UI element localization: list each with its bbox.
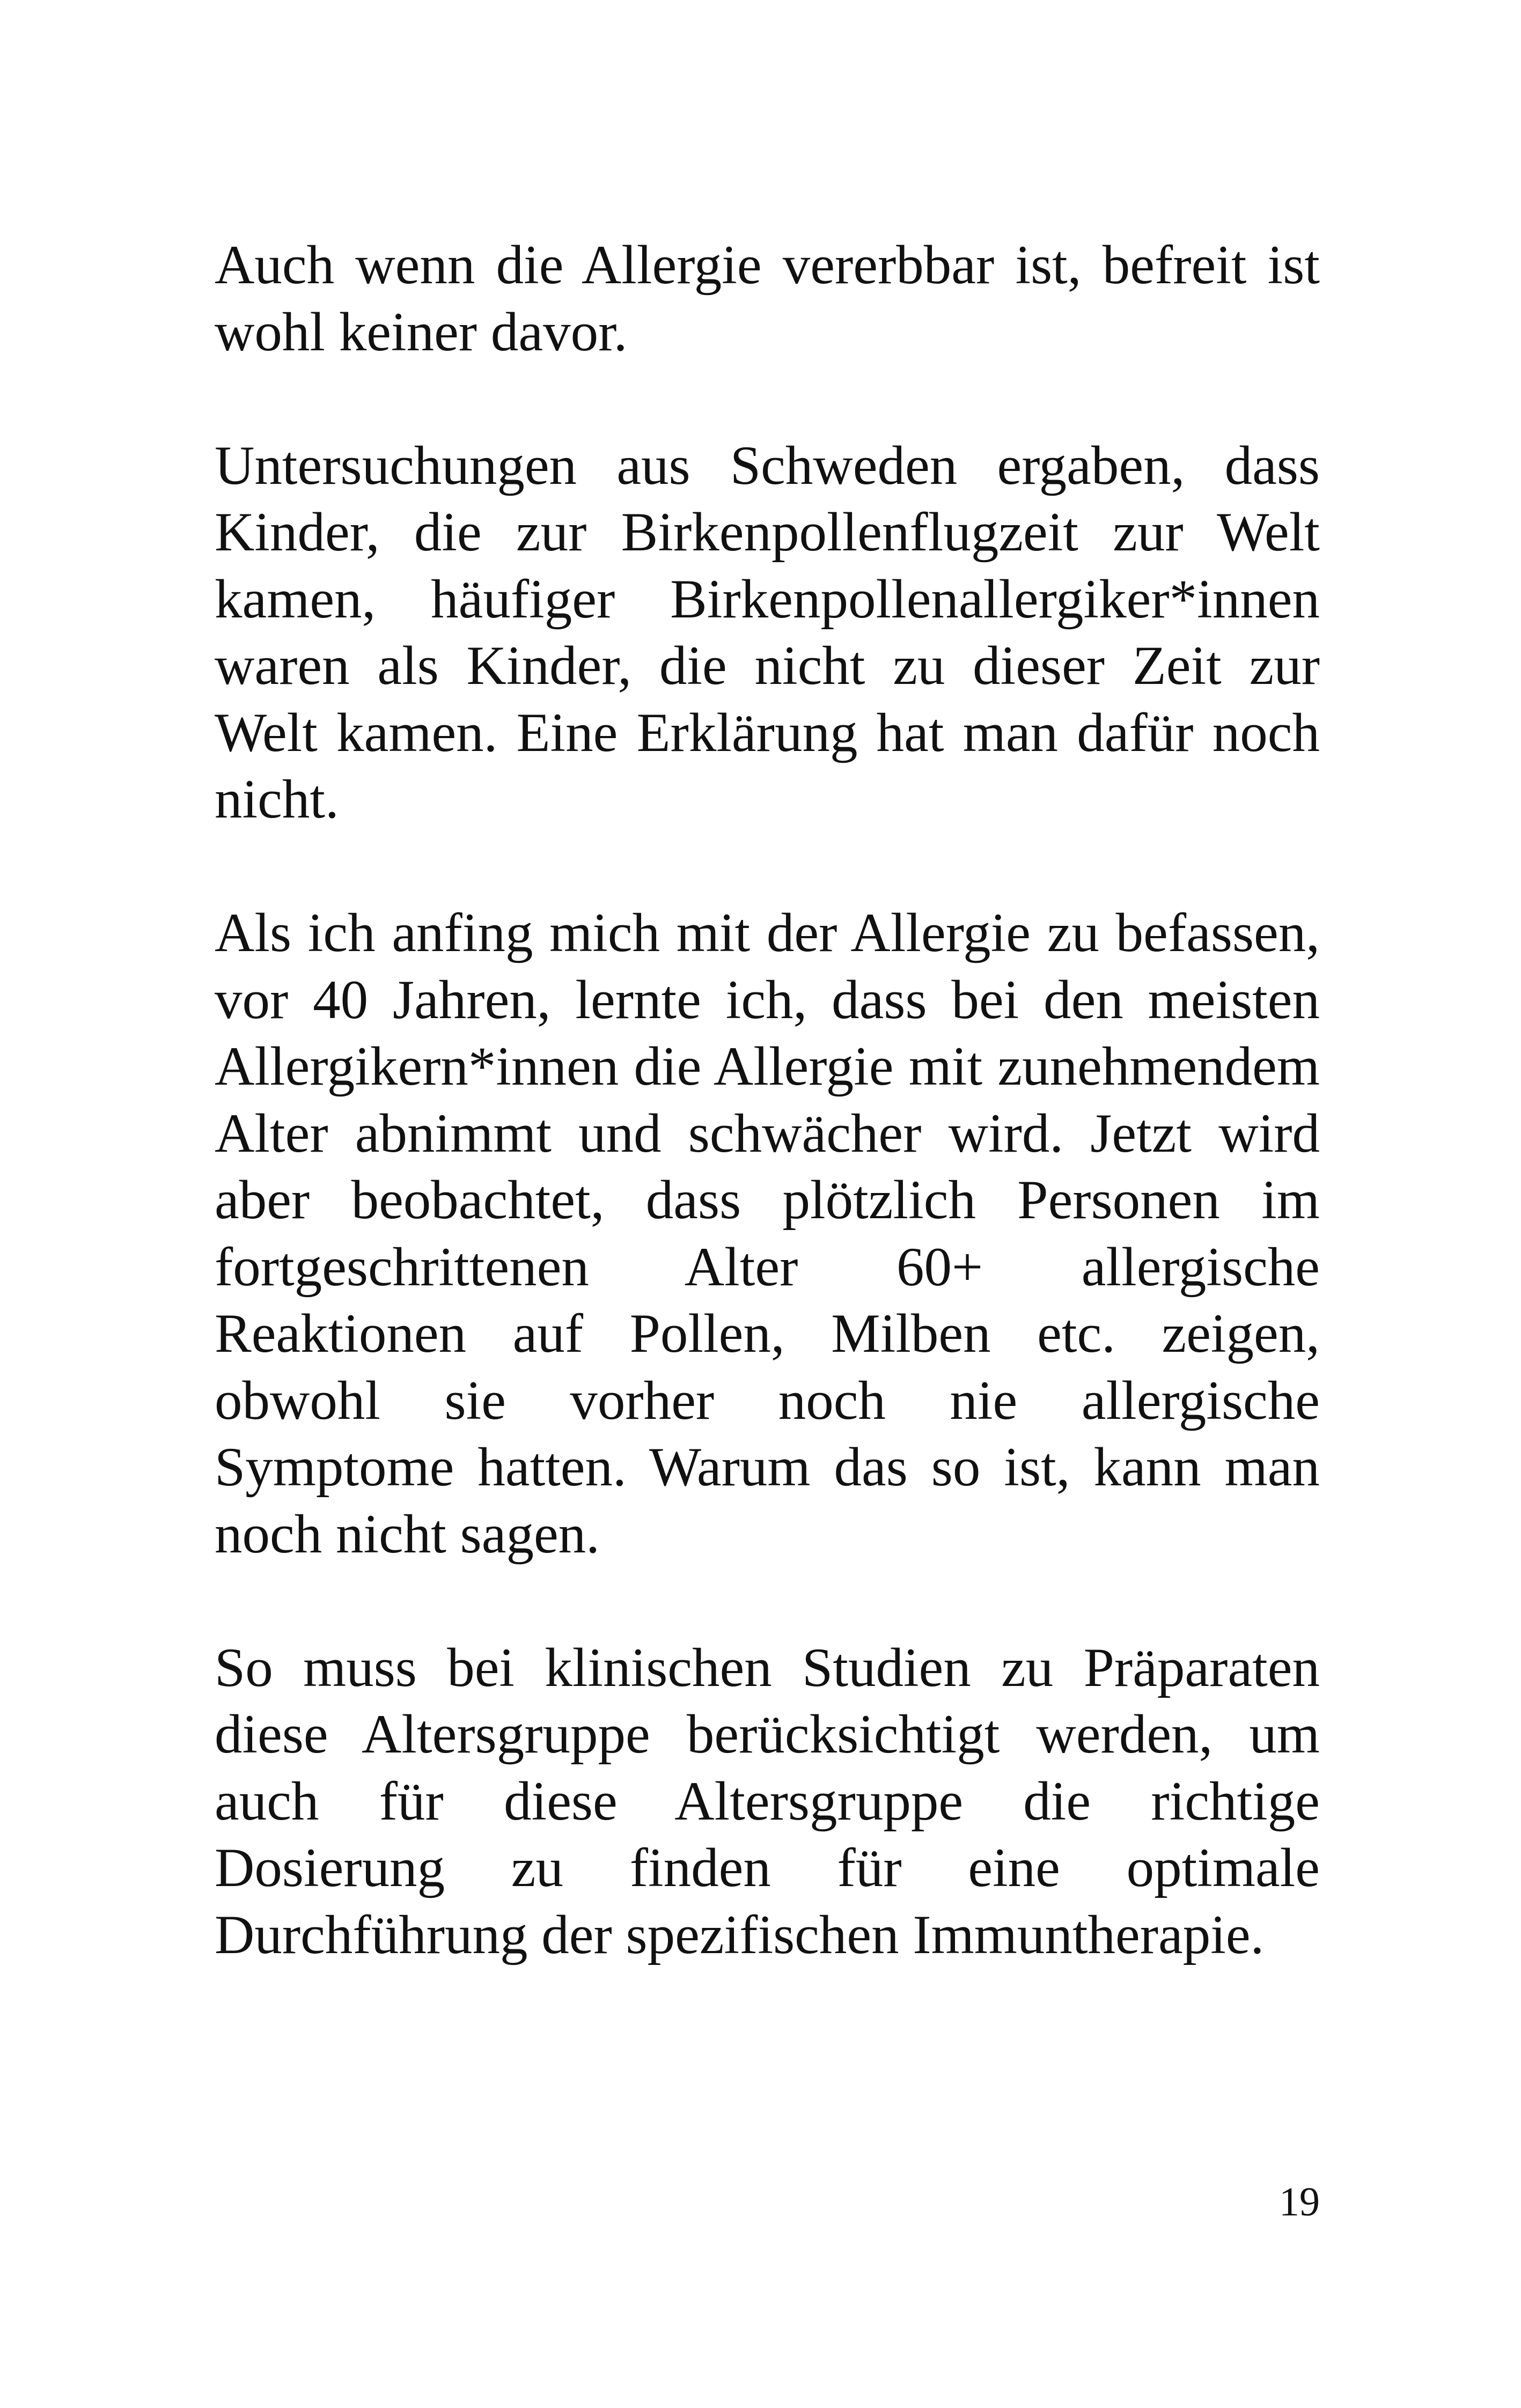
paragraph-1: Auch wenn die Allergie vererbbar ist, befreit ist wohl keiner davor. [215,234,1320,363]
paragraph-4: So muss bei klinischen Studien zu Präparaten diese Altersgruppe berücksichtigt werden, um auch für diese Altersgruppe die richtige Dosierung zu finden für eine optimale Durchführung der spezifischen Immuntherapie. [215,1637,1320,1965]
page-number: 19 [1279,2179,1320,2225]
paragraph-2: Untersuchungen aus Schweden ergaben, dass Kinder, die zur Birkenpollenflugzeit zur Welt kamen, häufiger Birkenpollenallergiker*innen waren als Kinder, die nicht zu dieser Zeit zur Welt kamen. Eine Erklärung hat man dafür noch nicht. [215,435,1320,830]
body-text [215,232,1320,1968]
paragraph-3: Als ich anfing mich mit der Allergie zu befassen, vor 40 Jahren, lernte ich, dass bei den meisten Allergikern*innen die Allergie mit zunehmendem Alter abnimmt und schwächer wird. Jetzt wird aber beobachtet, dass plötzlich Personen im fortgeschrittenen Alter 60+ allergische Reaktionen auf Pollen, Milben etc. zeigen, obwohl sie vorher noch nie allergische Symptome hatten. Warum das so ist, kann man noch nicht sagen. [215,902,1320,1565]
